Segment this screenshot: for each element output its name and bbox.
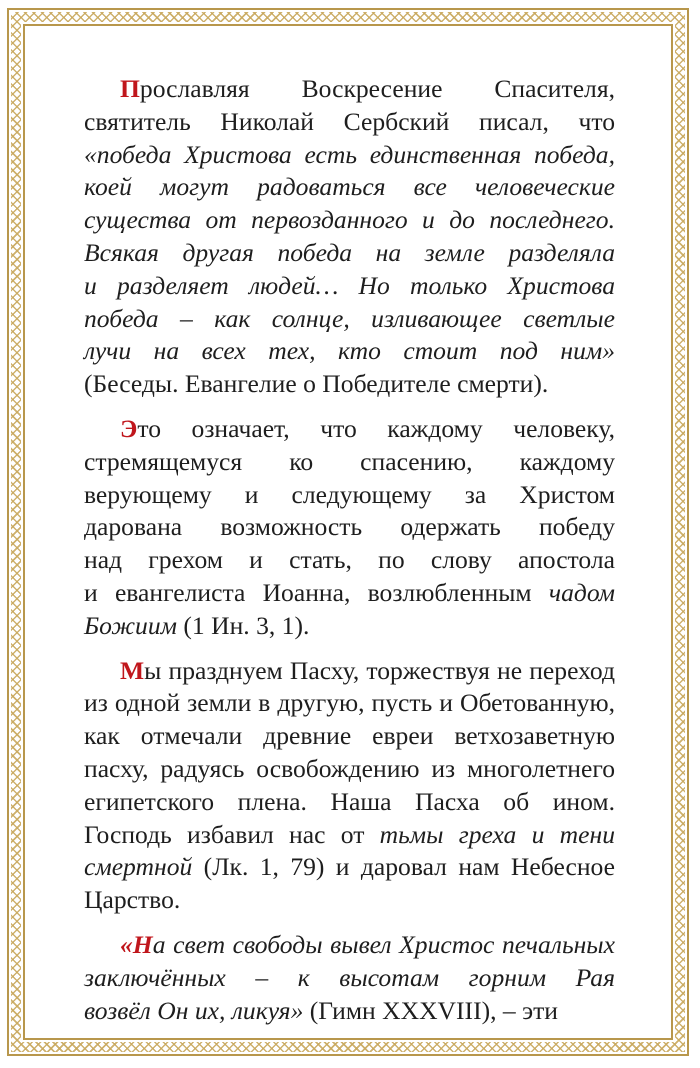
text-run: Божиим — [84, 610, 177, 640]
text-line — [84, 139, 615, 172]
text-run: а свет свободы вывел Христос печальных — [152, 929, 615, 959]
text-run: Господь избавил нас от — [84, 819, 380, 849]
text-line — [84, 687, 615, 720]
text-line — [84, 577, 615, 610]
paragraph — [84, 929, 615, 1027]
text-line — [84, 511, 615, 544]
text-run: рославляя Воскресение Спасителя, — [139, 74, 615, 103]
text-line — [84, 413, 615, 446]
text-run: возвёл Он их, ликуя» — [84, 995, 304, 1025]
text-run: стремящемуся ко спасению, каждому — [84, 446, 615, 476]
text-line — [84, 884, 615, 917]
paragraph — [84, 655, 615, 917]
text-line — [84, 753, 615, 786]
text-line — [84, 204, 615, 237]
drop-initial: П — [120, 74, 140, 103]
text-run: пасху, радуясь освобождению из многолетнего — [84, 753, 615, 783]
text-run: (Лк. 1, 79) и даровал нам Небесное — [192, 852, 615, 882]
text-line — [84, 962, 615, 995]
text-line — [84, 851, 615, 884]
text-run: и евангелиста Иоанна, возлюбленным — [84, 577, 549, 607]
text-run: над грехом и стать, по слову апостола — [84, 545, 615, 575]
text-line — [84, 610, 615, 643]
text-line — [84, 786, 615, 819]
text-run: святитель Николай Сербский писал, что — [84, 106, 615, 136]
text-line — [84, 335, 615, 368]
text-line — [84, 995, 615, 1028]
text-line — [84, 819, 615, 852]
text-line — [84, 544, 615, 577]
document-body — [84, 73, 615, 1039]
text-run: (1 Ин. 3, 1). — [177, 610, 310, 640]
text-run: египетского плена. Наша Пасха об ином. — [84, 786, 615, 816]
text-run: победа – как солнце, изливающее светлые — [84, 303, 615, 333]
drop-initial: Э — [120, 413, 138, 443]
text-line — [84, 303, 615, 336]
paragraph — [84, 73, 615, 401]
text-run: заключённых – к высотам горним Рая — [84, 962, 615, 992]
drop-initial: «Н — [120, 929, 153, 959]
text-run: из одной земли в другую, пусть и Обетованную, — [84, 688, 615, 718]
text-run: то означает, что каждому человеку, — [137, 413, 615, 443]
text-run: (Беседы. Евангелие о Победителе смерти). — [84, 369, 549, 399]
text-line — [84, 106, 615, 139]
text-line — [84, 270, 615, 303]
text-line — [84, 73, 615, 106]
paragraph — [84, 413, 615, 643]
text-run: и разделяет людей… Но только Христова — [84, 270, 615, 300]
text-run: ы празднуем Пасху, торжествуя не переход — [144, 655, 615, 685]
text-line — [84, 720, 615, 753]
text-line — [84, 237, 615, 270]
text-run: чадом — [548, 577, 615, 607]
text-run: Царство. — [84, 885, 181, 915]
text-line — [84, 368, 615, 401]
text-run: лучи на всех тех, кто стоит под ним» — [84, 336, 615, 366]
text-run: Всякая другая победа на земле разделяла — [84, 237, 615, 267]
text-run: коей могут радоваться все человеческие — [84, 172, 615, 202]
text-run: как отмечали древние евреи ветхозаветную — [84, 721, 615, 751]
text-run: (Гимн XXXVIII), – эти — [303, 995, 558, 1025]
text-line — [84, 655, 615, 688]
drop-initial: М — [120, 655, 145, 685]
text-line — [84, 479, 615, 512]
text-run: тьмы греха и тени — [379, 819, 616, 849]
text-line — [84, 446, 615, 479]
text-line — [84, 171, 615, 204]
text-line — [84, 929, 615, 962]
text-run: смертной — [84, 852, 193, 882]
text-run: существа от первозданного и до последнего. — [84, 205, 615, 235]
text-run: верующему и следующему за Христом — [84, 479, 615, 509]
text-run: дарована возможность одержать победу — [84, 512, 615, 542]
text-run: «победа Христова есть единственная победа, — [84, 139, 615, 169]
